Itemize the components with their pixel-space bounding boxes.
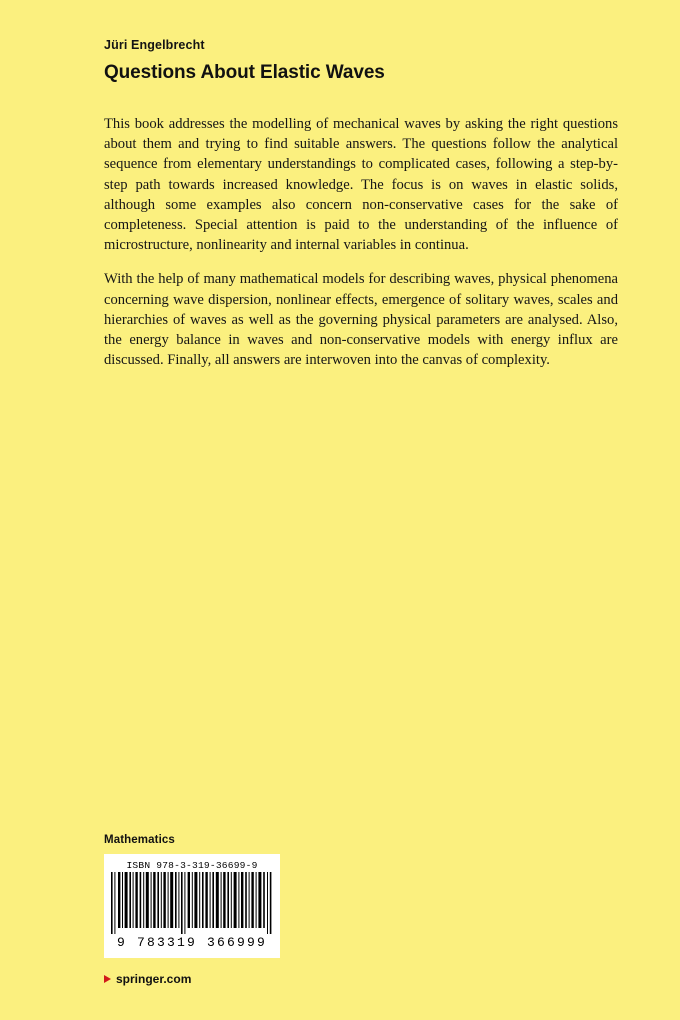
cover-content bbox=[104, 38, 618, 370]
subject-category: Mathematics bbox=[104, 834, 175, 846]
barcode-number: 9 783319 366999 bbox=[116, 935, 268, 950]
play-arrow-icon bbox=[104, 975, 111, 983]
barcode bbox=[104, 854, 280, 958]
author-name: Jüri Engelbrecht bbox=[104, 38, 205, 52]
publisher-name: springer.com bbox=[116, 972, 192, 986]
publisher-logo[interactable] bbox=[104, 972, 404, 986]
blurb-text bbox=[104, 114, 618, 370]
blurb-paragraph: This book addresses the modelling of mechanical waves by asking the right questions about them and trying to find suitable answers. The questions follow the analytical sequence from elementary understandings to complicated cases, following a step-by-step path towards increased knowledge. The focus is on waves in elastic solids, although some examples also concern non-conservative cases for the sake of completeness. Special attention is paid to the understanding of the influence of microstructure, nonlinearity and internal variables in continua. bbox=[104, 116, 618, 254]
barcode-bars-icon bbox=[109, 872, 275, 934]
blurb-paragraph: With the help of many mathematical models for describing waves, physical phenomena concerning wave dispersion, nonlinear effects, emergence of solitary waves, scales and hierarchies of waves as well as the governing physical parameters are analysed. Also, the energy balance in waves and non-conservative models with energy influx are discussed. Finally, all answers are interwoven into the canvas of complexity. bbox=[104, 271, 618, 369]
cover-footer bbox=[104, 834, 404, 986]
isbn-label: ISBN 978-3-319-36699-9 bbox=[126, 860, 258, 871]
book-title: Questions About Elastic Waves bbox=[104, 62, 385, 83]
